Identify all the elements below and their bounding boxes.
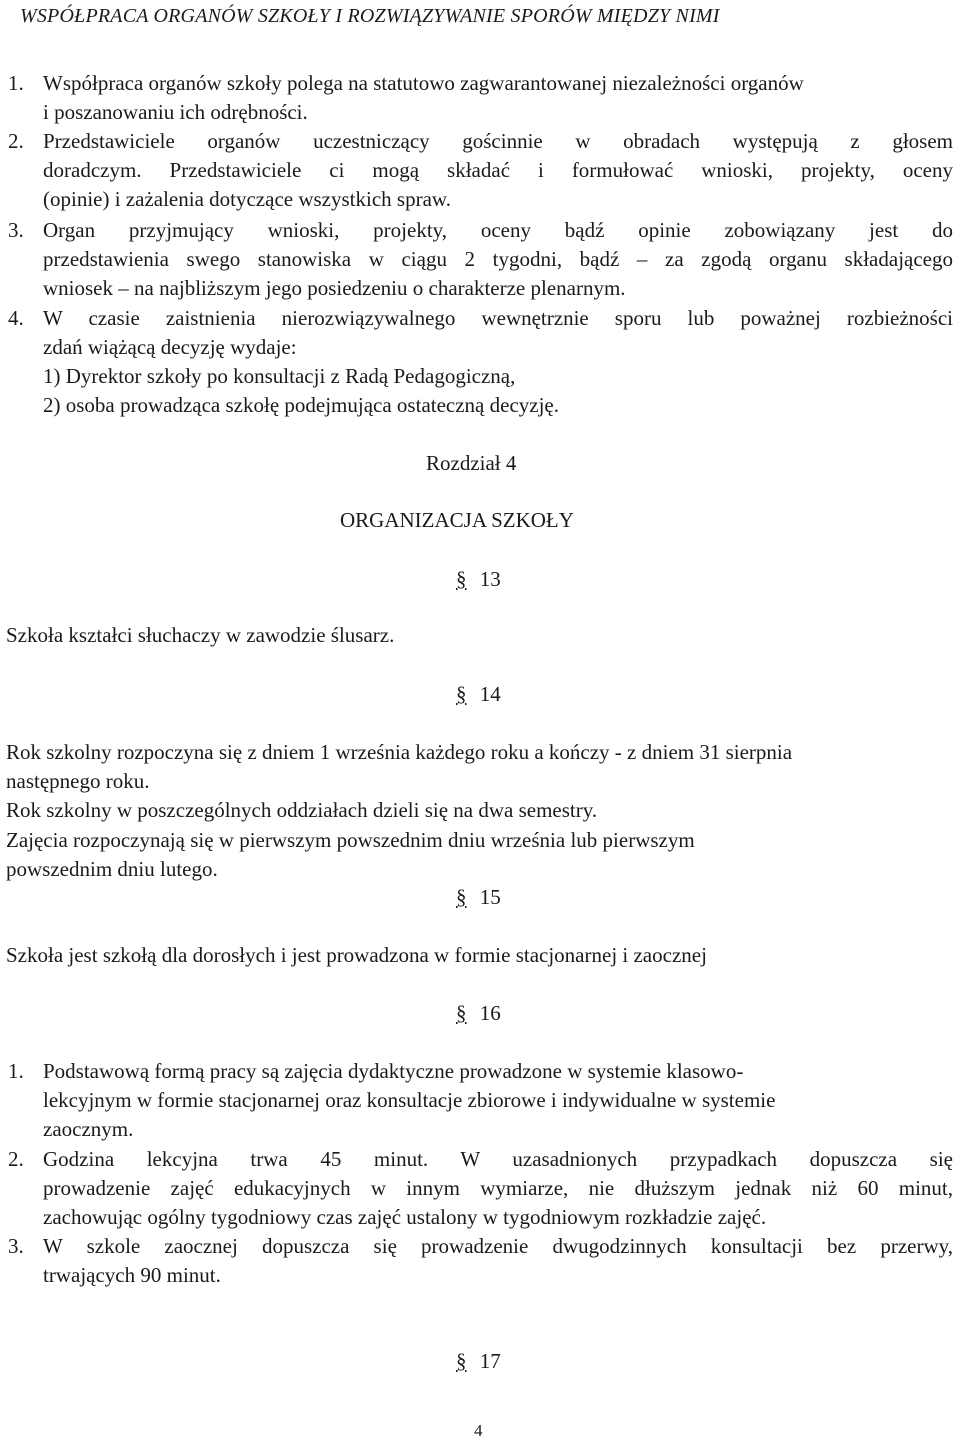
list-text-line: zdań wiążącą decyzję wydaje: bbox=[43, 335, 297, 359]
list-number: 2. bbox=[8, 1147, 24, 1171]
list-text-line: Podstawową formą pracy są zajęcia dydaktyczne prowadzone w systemie klasowo- bbox=[43, 1059, 744, 1083]
section-text: Szkoła jest szkołą dla dorosłych i jest prowadzona w formie stacjonarnej i zaocznej bbox=[6, 943, 707, 967]
section-heading: WSPÓŁPRACA ORGANÓW SZKOŁY I ROZWIĄZYWANIE SPORÓW MIĘDZY NIMI bbox=[20, 5, 720, 27]
list-text-line: prowadzenie zajęć edukacyjnych w innym wymiarze, nie dłuższym jednak niż 60 minut, bbox=[43, 1176, 953, 1200]
list-text-line: W szkole zaocznej dopuszcza się prowadzenie dwugodzinnych konsultacji bez przerwy, bbox=[43, 1234, 953, 1258]
list-number: 3. bbox=[8, 218, 24, 242]
section-text-line: Zajęcia rozpoczynają się w pierwszym powszednim dniu września lub pierwszym bbox=[6, 828, 695, 852]
section-sign-heading bbox=[456, 1347, 501, 1376]
section-sign-heading bbox=[456, 565, 501, 594]
list-text-line: Przedstawiciele organów uczestniczący gościnnie w obradach występują z głosem bbox=[43, 129, 953, 153]
section-text-line: powszednim dniu lutego. bbox=[6, 857, 218, 881]
section-number: 15 bbox=[479, 885, 501, 909]
paragraph-sign: § bbox=[456, 1001, 467, 1025]
list-number: 2. bbox=[8, 129, 24, 153]
section-number: 13 bbox=[479, 567, 501, 591]
section-sign-heading bbox=[456, 883, 501, 912]
list-text-line: Organ przyjmujący wnioski, projekty, oceny bądź opinie zobowiązany jest do bbox=[43, 218, 953, 242]
list-text-line: i poszanowaniu ich odrębności. bbox=[43, 100, 308, 124]
list-text-line: zachowując ogólny tygodniowy czas zajęć ustalony w tygodniowym rozkładzie zajęć. bbox=[43, 1205, 767, 1229]
section-sign-heading bbox=[456, 680, 501, 709]
paragraph-sign: § bbox=[456, 885, 467, 909]
list-text-line: wniosek – na najbliższym jego posiedzeniu o charakterze plenarnym. bbox=[43, 276, 626, 300]
section-text-line: Rok szkolny rozpoczyna się z dniem 1 września każdego roku a kończy - z dniem 31 sierpnia bbox=[6, 740, 793, 764]
section-text-line: Rok szkolny w poszczególnych oddziałach dzieli się na dwa semestry. bbox=[6, 798, 598, 822]
chapter-title: ORGANIZACJA SZKOŁY bbox=[340, 508, 574, 532]
list-number: 3. bbox=[8, 1234, 24, 1258]
section-sign-heading bbox=[456, 999, 501, 1028]
list-text-line: Współpraca organów szkoły polega na statutowo zagwarantowanej niezależności organów bbox=[43, 71, 804, 95]
paragraph-sign: § bbox=[456, 567, 467, 591]
list-text-line: (opinie) i zażalenia dotyczące wszystkich spraw. bbox=[43, 187, 451, 211]
paragraph-sign: § bbox=[456, 682, 467, 706]
list-text-line: przedstawienia swego stanowiska w ciągu 2 tygodni, bądź – za zgodą organu składającego bbox=[43, 247, 953, 271]
list-number: 1. bbox=[8, 71, 24, 95]
list-text-line: W czasie zaistnienia nierozwiązywalnego wewnętrznie sporu lub poważnej rozbieżności bbox=[43, 306, 953, 330]
section-number: 16 bbox=[479, 1001, 501, 1025]
section-number: 17 bbox=[479, 1349, 501, 1373]
list-text-line: lekcyjnym w formie stacjonarnej oraz konsultacje zbiorowe i indywidualne w systemie bbox=[43, 1088, 776, 1112]
paragraph-sign: § bbox=[456, 1349, 467, 1373]
list-number: 1. bbox=[8, 1059, 24, 1083]
sub-list-item: 2) osoba prowadząca szkołę podejmująca ostateczną decyzję. bbox=[43, 393, 559, 417]
list-text-line: zaocznym. bbox=[43, 1117, 134, 1141]
section-text-line: następnego roku. bbox=[6, 769, 150, 793]
page-number: 4 bbox=[474, 1421, 483, 1440]
list-text-line: Godzina lekcyjna trwa 45 minut. W uzasadnionych przypadkach dopuszcza się bbox=[43, 1147, 953, 1171]
section-number: 14 bbox=[479, 682, 501, 706]
list-number: 4. bbox=[8, 306, 24, 330]
list-text-line: doradczym. Przedstawiciele ci mogą składać i formułować wnioski, projekty, oceny bbox=[43, 158, 953, 182]
chapter-label: Rozdział 4 bbox=[426, 451, 517, 475]
section-text: Szkoła kształci słuchaczy w zawodzie ślusarz. bbox=[6, 623, 395, 647]
list-text-line: trwających 90 minut. bbox=[43, 1263, 221, 1287]
sub-list-item: 1) Dyrektor szkoły po konsultacji z Radą Pedagogiczną, bbox=[43, 364, 516, 388]
